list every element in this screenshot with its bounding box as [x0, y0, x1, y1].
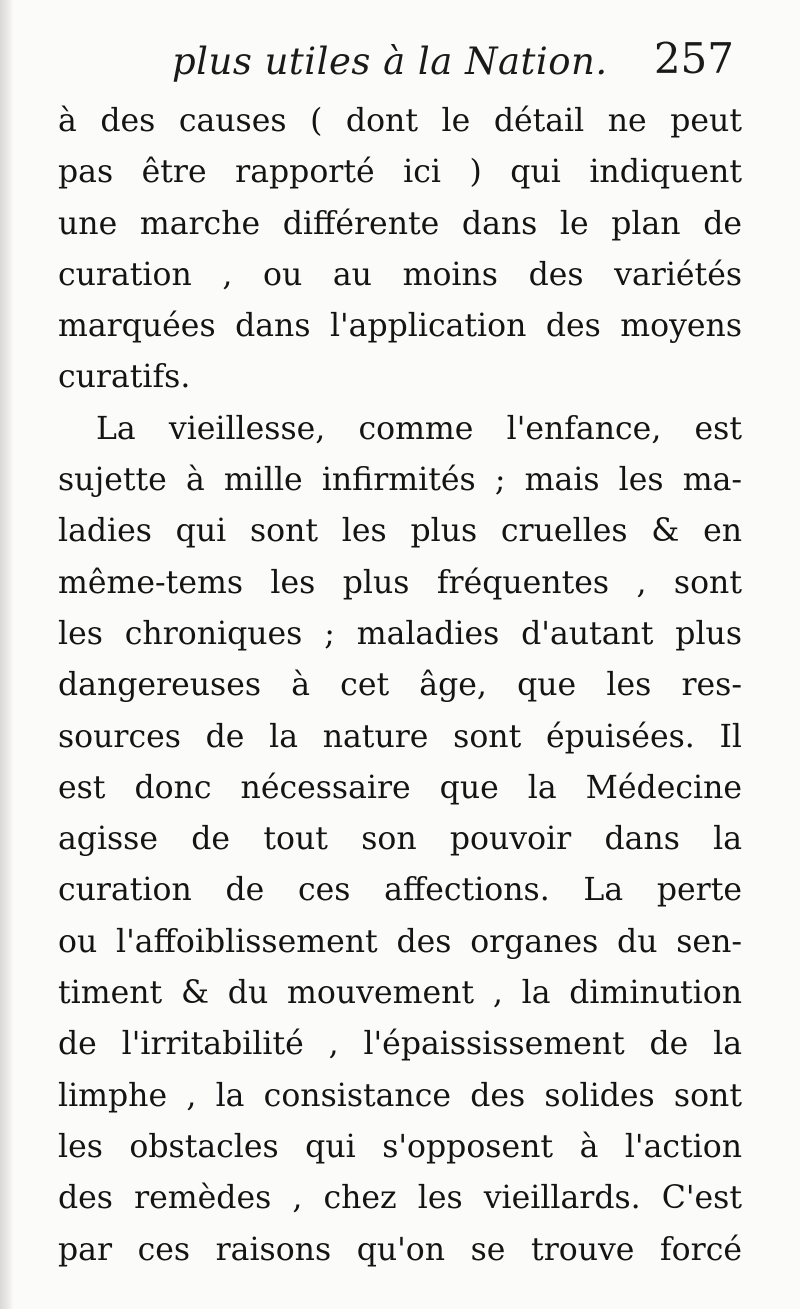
body-text — [58, 96, 742, 1276]
text-line: agisse de tout son pouvoir dans la — [58, 821, 742, 858]
text-line: curatifs. — [58, 359, 191, 396]
page-number: 257 — [653, 34, 734, 83]
text-line: les chroniques ; maladies d'autant plus — [58, 615, 742, 652]
text-line: ou l'affoiblissement des organes du sen- — [58, 923, 742, 960]
text-line: limphe , la consistance des solides sont — [58, 1077, 742, 1114]
running-title: plus utiles à la Nation. — [172, 40, 608, 83]
page-gutter-shadow — [0, 0, 14, 1309]
text-line: marquées dans l'application des moyens — [58, 308, 742, 345]
text-line: les obstacles qui s'opposent à l'action — [58, 1128, 742, 1165]
text-line: à des causes ( dont le détail ne peut — [58, 103, 742, 139]
text-line: dangereuses à cet âge, que les res- — [58, 667, 742, 704]
text-line: sources de la nature sont épuisées. Il — [58, 718, 742, 755]
text-line: une marche différente dans le plan de — [58, 205, 742, 242]
text-line: de l'irritabilité , l'épaississement de la — [58, 1026, 742, 1063]
text-line: La vieillesse, comme l'enfance, est — [96, 410, 742, 447]
text-line: curation , ou au moins des variétés — [58, 256, 742, 293]
text-line: par ces raisons qu'on se trouve forcé — [58, 1231, 742, 1268]
running-head — [60, 32, 740, 92]
text-line: même-tems les plus fréquentes , sont — [58, 564, 742, 601]
text-line: sujette à mille infirmités ; mais les ma- — [58, 462, 742, 499]
text-line: timent & du mouvement , la diminution — [58, 975, 742, 1012]
text-line: curation de ces affections. La perte — [58, 872, 742, 909]
text-line: des remèdes , chez les vieillards. C'est — [58, 1180, 742, 1217]
text-line: pas être rapporté ici ) qui indiquent — [58, 154, 742, 191]
text-line: est donc nécessaire que la Médecine — [58, 769, 742, 806]
text-line: ladies qui sont les plus cruelles & en — [58, 513, 742, 550]
